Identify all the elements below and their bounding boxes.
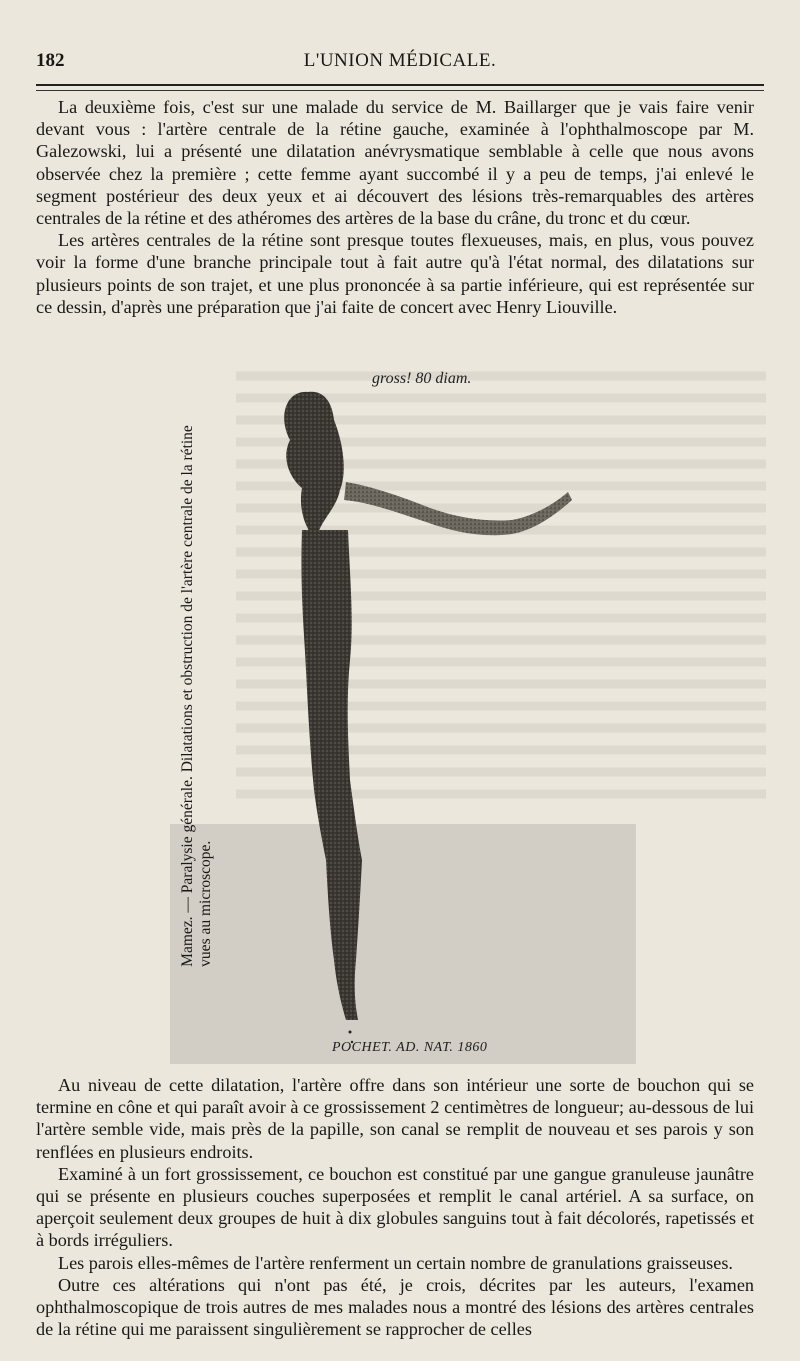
figure-caption-text [179, 425, 215, 967]
artery-tip-dot [349, 1031, 352, 1034]
paragraph: Les parois elles-mêmes de l'artère renferment un certain nombre de granulations graisseuses. [58, 1252, 733, 1273]
paragraph: La deuxième fois, c'est sur une malade du service de M. Baillarger que je vais faire venir devant vous : l'artère centrale de la rétine gauche, examinée à l'ophthalmoscope par M. Galezowski, lui a présenté une dilatation anévrysmatique semblable à celle que nous avons observée chez la première ; cette femme ayant succombé il y a peu de temps, j'ai enlevé le segment postérieur des deux yeux et ai découvert des lésions très-remarquables des artères centrales de la rétine et des athéromes des artères de la base du crâne, du tronc et du cœur. [36, 97, 754, 229]
journal-title: L'UNION MÉDICALE. [303, 50, 497, 71]
page-header [36, 50, 764, 80]
header-rule-thin [36, 90, 764, 91]
upper-text-block [36, 96, 754, 318]
magnification-note: gross! 80 diam. [372, 370, 472, 387]
artery-drawing [250, 370, 590, 1050]
caption-line: vues au microscope. [197, 840, 214, 967]
artery-top-dilatation [284, 392, 344, 540]
paragraph: Au niveau de cette dilatation, l'artère offre dans son intérieur une sorte de bouchon qui se termine en cône et qui paraît avoir à ce grossissement 2 centimètres de longueur; au-dessous de lui l'artère semble vide, mais près de la papille, son canal se remplit de nouveau et ses parois y son renflées en plusieurs endroits. [36, 1075, 754, 1162]
artery-lower-segment [326, 860, 362, 1020]
page-number: 182 [36, 50, 65, 71]
artery-branch [344, 482, 572, 535]
artery-main-trunk [301, 530, 362, 860]
paragraph: Les artères centrales de la rétine sont presque toutes flexueuses, mais, en plus, vous pouvez voir la forme d'une branche principale tout à fait autre qu'à l'état normal, des dilatations sur plusieurs points de son trajet, et une plus prononcée à sa partie inférieure, qui est représentée sur ce dessin, d'après une préparation que j'ai faite de concert avec Henry Liouville. [36, 230, 754, 317]
caption-line: Mamez. — Paralysie générale. Dilatations et obstruction de l'artère centrale de la rétine [179, 425, 196, 967]
header-rule [36, 84, 764, 86]
engraver-signature: POCHET. AD. NAT. 1860 [332, 1040, 488, 1055]
paragraph: Examiné à un fort grossissement, ce bouchon est constitué par une gangue granuleuse jaunâtre qui se présente en plusieurs couches superposées et remplit le canal artériel. A sa surface, on aperçoit seulement deux groupes de huit à dix globules sanguins tout à fait décolorés, rapetissés et à bords irréguliers. [36, 1163, 754, 1251]
lower-text-block [36, 1074, 754, 1340]
figure-caption [179, 386, 214, 1006]
paragraph: Outre ces altérations qui n'ont pas été, je crois, décrites par les auteurs, l'examen ophthalmoscopique de trois autres de mes malades nous a montré des lésions des artères centrales de la rétine qui me paraissent singulièrement se rapprocher de celles [36, 1274, 754, 1340]
